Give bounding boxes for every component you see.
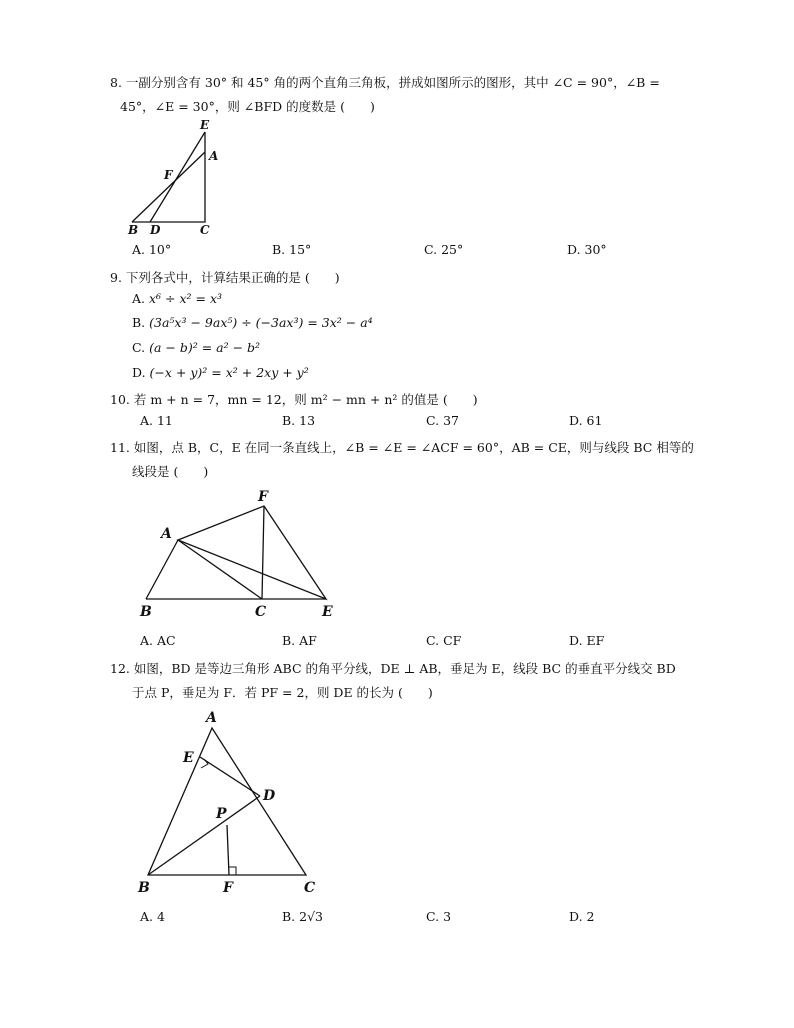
q8-stem-line2: 45°，∠E = 30°，则 ∠BFD 的度数是 ( ) [120, 99, 375, 114]
q11-stem-line2: 线段是 ( ) [132, 464, 209, 479]
q10-option-a[interactable]: A. 11 [140, 413, 173, 428]
q11-stem-line1: 11. 如图，点 B，C，E 在同一条直线上，∠B = ∠E = ∠ACF = 60°，AB = CE，则与线段 BC 相等的 [110, 440, 694, 455]
q8-label-E: E [200, 118, 210, 132]
q9-option-c-expr: (a − b)² = a² − b² [149, 340, 261, 355]
q12-label-C: C [304, 880, 316, 896]
q8-option-c[interactable]: C. 25° [424, 242, 464, 257]
q9-option-a-expr: x⁶ ÷ x² = x³ [148, 291, 223, 306]
q11-label-C: C [255, 604, 267, 620]
q11-label-A: A [161, 526, 172, 542]
q12-diagram [134, 708, 334, 898]
q11-option-a[interactable]: A. AC [140, 633, 176, 648]
q8-option-b[interactable]: B. 15° [272, 242, 312, 257]
q11-option-d[interactable]: D. EF [569, 633, 605, 648]
q8-diagram [120, 120, 240, 240]
q10-option-c[interactable]: C. 37 [426, 413, 459, 428]
q11-diagram [136, 488, 356, 628]
q11-option-b[interactable]: B. AF [282, 633, 317, 648]
q8-option-a[interactable]: A. 10° [132, 242, 172, 257]
q12-label-F: F [223, 880, 233, 896]
q8-stem-line1: 8. 一副分别含有 30° 和 45° 角的两个直角三角板，拼成如图所示的图形，其中 ∠C = 90°，∠B = [110, 75, 660, 90]
q11-option-c[interactable]: C. CF [426, 633, 462, 648]
q11-label-F: F [258, 489, 268, 505]
q10-option-b[interactable]: B. 13 [282, 413, 316, 428]
q12-stem-line1: 12. 如图，BD 是等边三角形 ABC 的角平分线，DE ⊥ AB，垂足为 E，线段 BC 的垂直平分线交 BD [110, 661, 676, 676]
q8-label-F: F [164, 168, 173, 182]
q8-label-B: B [128, 223, 139, 237]
q9-option-b-prefix: B. [132, 315, 150, 330]
q12-option-b[interactable]: B. 2√3 [282, 909, 324, 924]
q9-option-d[interactable] [132, 365, 309, 380]
q12-option-c[interactable]: C. 3 [426, 909, 452, 924]
q12-option-d[interactable]: D. 2 [569, 909, 595, 924]
q9-option-d-expr: (−x + y)² = x² + 2xy + y² [149, 365, 309, 380]
q12-label-D: D [263, 788, 276, 804]
q12-label-E: E [183, 750, 194, 766]
q9-option-d-prefix: D. [132, 365, 150, 380]
q12-label-P: P [216, 806, 227, 822]
q8-label-A: A [209, 149, 219, 163]
q9-option-c-prefix: C. [132, 340, 150, 355]
q12-label-B: B [138, 880, 150, 896]
q10-option-d[interactable]: D. 61 [569, 413, 603, 428]
q9-option-c[interactable] [132, 340, 260, 355]
q11-label-E: E [322, 604, 333, 620]
q8-label-C: C [200, 223, 210, 237]
q12-label-A: A [206, 710, 217, 726]
q8-option-d[interactable]: D. 30° [567, 242, 607, 257]
q9-option-a-prefix: A. [132, 291, 149, 306]
q12-option-a[interactable]: A. 4 [140, 909, 165, 924]
q10-stem: 10. 若 m + n = 7，mn = 12，则 m² − mn + n² 的值是 ( ) [110, 392, 478, 407]
q11-label-B: B [140, 604, 152, 620]
q9-option-a[interactable] [132, 291, 222, 306]
q9-option-b-expr: (3a⁵x³ − 9ax⁵) ÷ (−3ax³) = 3x² − a⁴ [149, 315, 373, 330]
q9-option-b[interactable] [132, 315, 373, 330]
q8-label-D: D [150, 223, 161, 237]
q12-stem-line2: 于点 P，垂足为 F．若 PF = 2，则 DE 的长为 ( ) [132, 685, 433, 700]
q9-stem: 9. 下列各式中，计算结果正确的是 ( ) [110, 270, 340, 285]
